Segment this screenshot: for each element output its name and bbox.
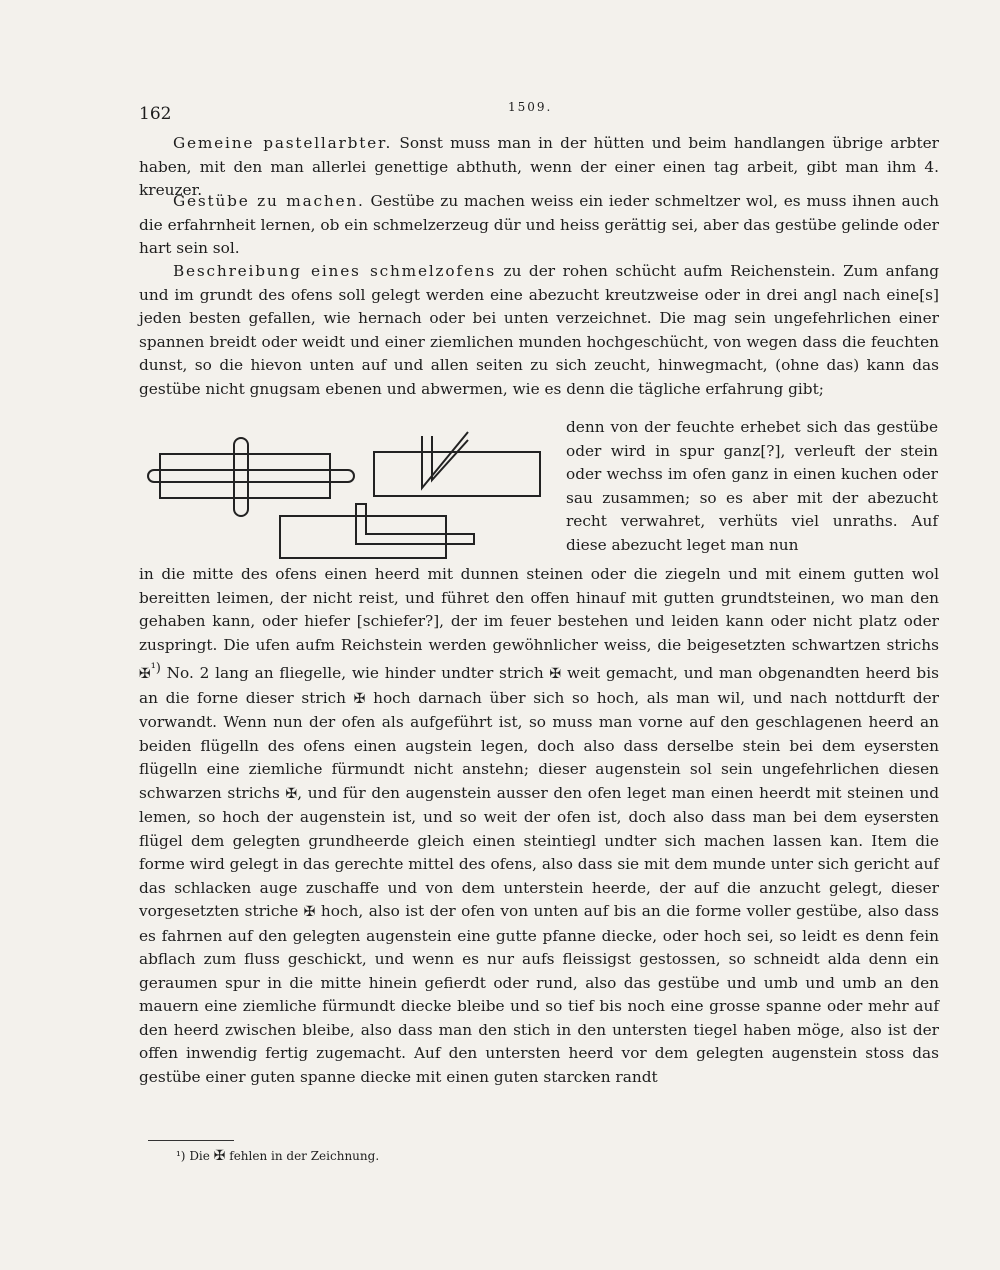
footnote-divider — [148, 1140, 234, 1141]
furnace-outline-1 — [160, 454, 330, 498]
paragraph-text: hoch, also ist der ofen von unten auf bis an die forme voller gestübe, also dass es fahrnen auf den gelegten augenstein eine gutte pfanne diecke, oder hoch sei, so leidt es denn fein abflach zum fluss geschickt, und wenn es nur aufs fleissigst gestossen, so schneidt alda denn ein geraumen spur in die mitte hinein gefierdt oder rund, also das gestübe und umb und umb an den mauern eine ziemliche fürmundt diecke bleibe und so tief bis noch eine grosse spanne oder mehr auf den heerd zwischen bleibe, also dass man den stich in den untersten tiegel haben möge, also ist der offen inwendig fertig zugemacht. Auf den untersten heerd vor dem gelegten augenstein stoss das gestübe einer guten spanne diecke mit einen guten starcken randt — [139, 902, 939, 1086]
section-heading: Beschreibung eines schmelzofens — [173, 262, 497, 280]
paragraph-beschreibung — [139, 260, 939, 401]
cross-symbol-icon: ✠ — [353, 690, 366, 707]
cross-symbol-icon: ✠ — [303, 904, 316, 921]
paragraph-text: No. 2 lang an fliegelle, wie hinder undter strich — [160, 664, 544, 683]
furnace-outline-2 — [374, 452, 540, 496]
footnote-marker: ¹) — [176, 1149, 186, 1163]
paragraph-text: zu der rohen schücht aufm Reichenstein. Zum anfang und im grundt des ofens soll gelegt werden eine abezucht kreutzweise oder in drei angl nach eine[s] jeden besten gefallen, wie hernach oder bei unten verzeichnet. Die mag sein ungefehrlichen einer spannen breidt oder weidt und einer ziemlichen munden hochgeschücht, von wegen dass die feuchten dunst, so die hievon unten auf und allen seiten zu sich zeucht, hinwegmacht, (ohne das) kann das gestübe nicht gnugsam ebenen und abwermen, wie es denn die tägliche erfahrung gibt; — [139, 262, 939, 398]
paragraph-main-text — [139, 563, 939, 1089]
cross-duct-vertical — [234, 438, 248, 516]
paragraph-beside-figure: denn von der feuchte erhebet sich das gestübe oder wird in spur ganz[?], verleuft der stein oder wechss im ofen ganz in einen kuchen oder sau zusammen; so es aber mit der abezucht recht verwahret, verhüts viel unraths. Auf diese abezucht leget man nun — [566, 418, 938, 554]
cross-symbol-icon: ✠ — [213, 1148, 226, 1164]
cross-duct-horizontal — [148, 470, 354, 482]
paragraph-text: Sonst muss man in der hütten und beim handlangen übrige arbter haben, mit den man allerlei genettige abthuth, wenn der einer einen tag arbeit, gibt man ihm 4. kreuzer. — [139, 134, 939, 199]
paragraph-text: , und für den augenstein ausser den ofen leget man einen heerdt mit steinen und lemen, so hoch der augenstein ist, und so weit der ofen ist, doch also dass man bei dem eysersten flügel dem gelegten grundheerde gleich einen steintiegl undter sich machen lassen kan. Item die forme wird gelegt in das gerechte mittel des ofens, also dass sie mit dem munde unter sich gericht auf das schlacken auge zuschaffe und von dem unterstein heerde, der auf die anzucht gelegt, dieser vorgesetzten striche — [139, 783, 939, 921]
corner-duct — [356, 504, 474, 544]
paragraph-text: Gestübe zu machen weiss ein ieder schmeltzer wol, es muss ihnen auch die erfahrnheit lernen, ob ein schmelzerzeug dür und heiss gerättig sei, aber das gestübe gelinde oder hart sein sol. — [139, 192, 939, 257]
paragraph-text: weit gemacht, und man obgenandten heerd bis an die forne dieser strich — [139, 664, 939, 707]
year-heading: 1509. — [508, 100, 553, 114]
paragraph-text: hoch darnach über sich so hoch, als man wil, und nach nottdurft der vorwandt. Wenn nun der ofen als aufgeführt ist, so muss man vorne auf den geschlagenen heerd an beiden flügelln des ofens einen augstein legen, doch also dass derselbe stein bei dem eysersten flügelln eine ziemliche fürmundt nicht anstehn; dieser augenstein sol sein ungefehrlichen diesen schwarzen strichs — [139, 688, 939, 802]
footnote-text: fehlen in der Zeichnung. — [225, 1149, 380, 1163]
footnote-text: Die — [185, 1149, 214, 1163]
page-number: 162 — [139, 104, 172, 124]
paragraph-gestuebe — [139, 190, 939, 261]
section-heading: Gemeine pastellarbter. — [173, 134, 393, 152]
furnace-diagram-svg — [128, 428, 548, 568]
cross-symbol-icon: ✠ — [549, 666, 562, 683]
furnace-outline-3 — [280, 516, 446, 558]
furnace-diagram — [128, 428, 548, 568]
cross-symbol-icon: ✠ — [285, 785, 298, 802]
angle-duct — [422, 432, 468, 488]
section-heading: Gestübe zu machen. — [173, 192, 365, 210]
footnote-marker: ¹) — [150, 661, 161, 676]
footnote — [176, 1148, 379, 1164]
cross-symbol-icon: ✠ — [139, 666, 151, 683]
angle-duct-inner — [432, 436, 468, 480]
paragraph-text: in die mitte des ofens einen heerd mit dunnen steinen oder die ziegeln und mit einem gutten wol bereitten leimen, der nicht reist, und führet den offen hinauf mit gutten grundtsteinen, wo man den gehaben kann, oder hiefer [schiefer?], der im feuer bestehen und leiden kann oder nicht platz oder zuspringt. Die ufen aufm Reichstein werden gewöhnlicher weiss, die beigesetzten schwartzen strichs — [139, 565, 939, 654]
